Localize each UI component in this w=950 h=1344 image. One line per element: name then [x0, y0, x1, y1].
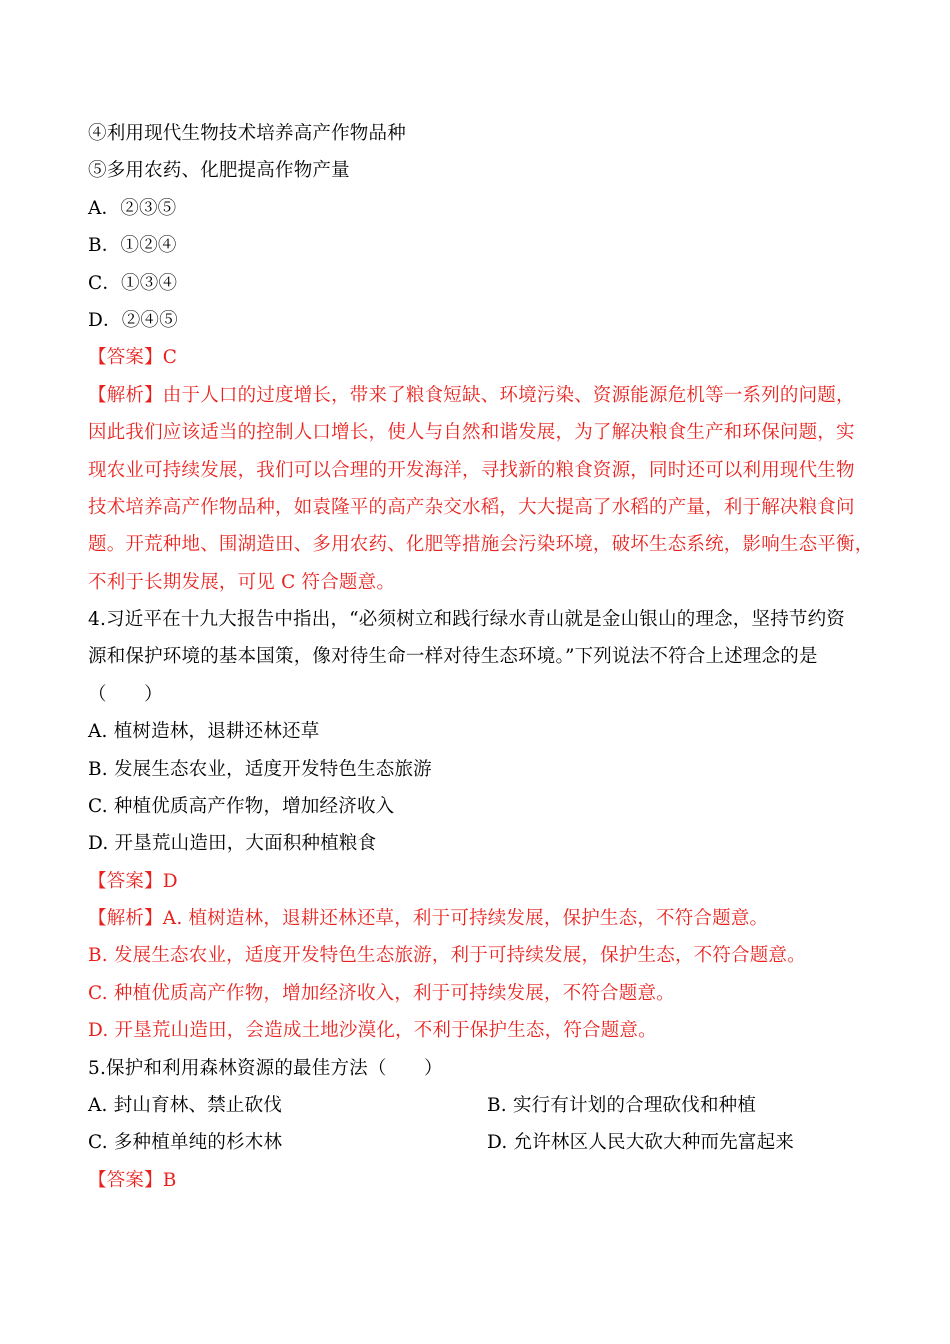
q4-stem-line: 4.习近平在十九大报告中指出，“必须树立和践行绿水青山就是金山银山的理念，坚持节约资	[88, 609, 846, 630]
q5-option-c: C. 多种植单纯的杉木林	[88, 1132, 283, 1153]
q5-option-a: A. 封山育林、禁止砍伐	[88, 1095, 283, 1116]
q3-item-5: ⑤多用农药、化肥提高作物产量	[88, 160, 350, 181]
q4-option-d: D. 开垦荒山造田，大面积种植粮食	[88, 833, 377, 854]
q4-option-b: B. 发展生态农业，适度开发特色生态旅游	[88, 759, 432, 780]
q3-answer: 【答案】C	[88, 347, 178, 368]
q4-analysis-line: B. 发展生态农业，适度开发特色生态旅游，利于可持续发展，保护生态，不符合题意。	[88, 945, 806, 966]
q5-option-d: D. 允许林区人民大砍大种而先富起来	[487, 1132, 795, 1153]
q4-answer: 【答案】D	[88, 871, 178, 892]
q3-analysis-line: 【解析】由于人口的过度增长，带来了粮食短缺、环境污染、资源能源危机等一系列的问题，	[88, 385, 855, 406]
q3-option-c: C．①③④	[88, 273, 178, 294]
q3-analysis-line: 不利于长期发展，可见 C 符合题意。	[88, 572, 396, 593]
q3-analysis-line: 因此我们应该适当的控制人口增长，使人与自然和谐发展，为了解决粮食生产和环保问题，实	[88, 422, 855, 443]
q5-answer: 【答案】B	[88, 1170, 177, 1191]
q4-analysis-line: 【解析】A. 植树造林，退耕还林还草，利于可持续发展，保护生态，不符合题意。	[88, 908, 769, 929]
q3-analysis-line: 题。开荒种地、围湖造田、多用农药、化肥等措施会污染环境，破坏生态系统，影响生态平衡，	[88, 534, 874, 555]
q3-option-a: A．②③⑤	[88, 198, 177, 219]
q4-answer-blank: （ ）	[88, 684, 163, 705]
q4-stem-line: 源和保护环境的基本国策，像对待生命一样对待生态环境。”下列说法不符合上述理念的是	[88, 646, 818, 667]
q3-option-d: D．②④⑤	[88, 310, 178, 331]
q4-option-a: A. 植树造林，退耕还林还草	[88, 721, 320, 742]
q3-item-4: ④利用现代生物技术培养高产作物品种	[88, 123, 406, 144]
q5-option-b: B. 实行有计划的合理砍伐和种植	[487, 1095, 757, 1116]
q4-analysis-line: D. 开垦荒山造田，会造成土地沙漠化，不利于保护生态，符合题意。	[88, 1020, 657, 1041]
q5-stem: 5.保护和利用森林资源的最佳方法（ ）	[88, 1058, 443, 1079]
q3-analysis-line: 现农业可持续发展，我们可以合理的开发海洋，寻找新的粮食资源，同时还可以利用现代生物	[88, 460, 855, 481]
q4-option-c: C. 种植优质高产作物，增加经济收入	[88, 796, 395, 817]
q3-option-b: B．①②④	[88, 235, 177, 256]
q3-analysis-line: 技术培养高产作物品种，如袁隆平的高产杂交水稻，大大提高了水稻的产量，利于解决粮食问	[88, 497, 855, 518]
q4-analysis-line: C. 种植优质高产作物，增加经济收入，利于可持续发展，不符合题意。	[88, 983, 675, 1004]
